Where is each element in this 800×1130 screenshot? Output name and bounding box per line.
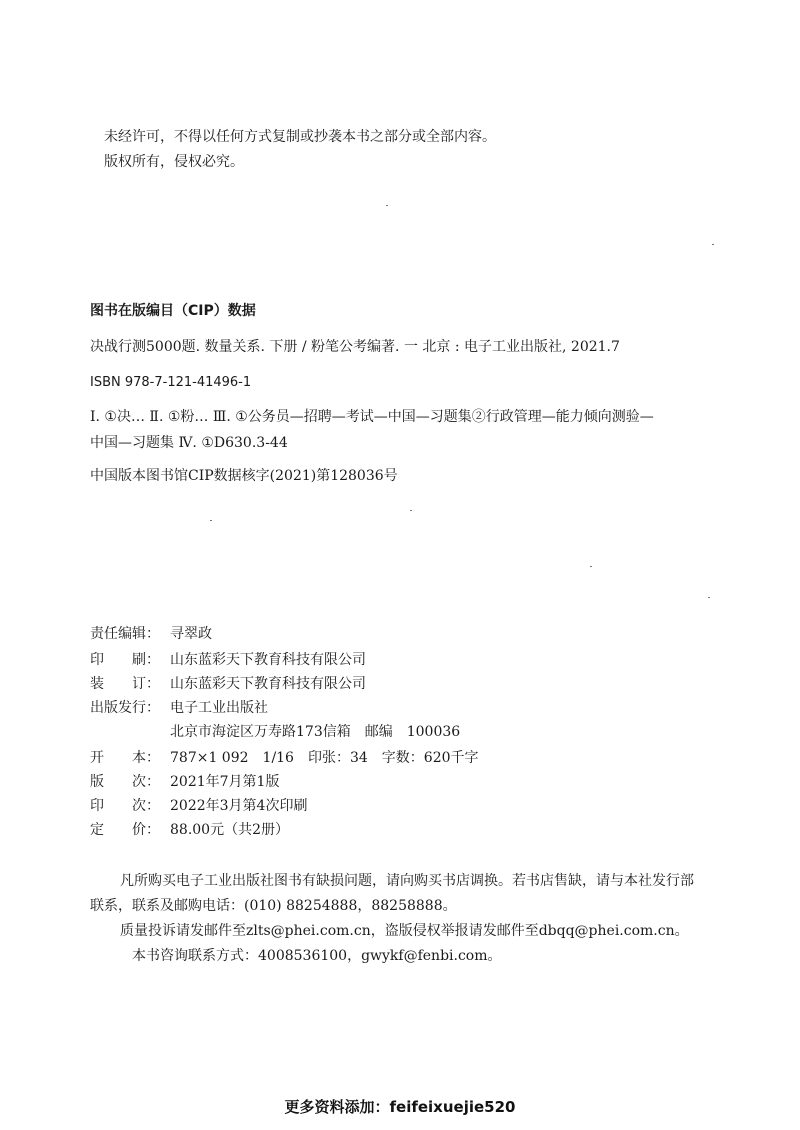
edition-row <box>90 773 279 791</box>
editor-value: 寻翠政 <box>170 626 212 642</box>
format-label: 开 本： <box>90 750 160 766</box>
printer-row <box>90 651 366 669</box>
printing-value: 2022年3月第4次印刷 <box>170 798 308 814</box>
cip-isbn: ISBN 978-7-121-41496-1 <box>90 375 252 390</box>
copyright-line-2: 版权所有，侵权必究。 <box>104 154 244 170</box>
cip-classification-line-1: Ⅰ. ①决… Ⅱ. ①粉… Ⅲ. ①公务员—招聘—考试—中国—习题集②行政管理—能力倾向测验— <box>90 409 654 425</box>
editor-label: 责任编辑： <box>90 626 160 642</box>
publisher-value: 电子工业出版社 <box>170 700 268 716</box>
binding-label: 装 订： <box>90 676 160 692</box>
printer-label: 印 刷： <box>90 652 160 668</box>
cip-heading: 图书在版编目（CIP）数据 <box>90 303 256 319</box>
scan-speck <box>410 510 412 511</box>
price-label: 定 价： <box>90 822 160 838</box>
edition-label: 版 次： <box>90 774 160 790</box>
scan-speck <box>386 205 388 206</box>
publisher-address-text: 北京市海淀区万寿路173信箱 邮编 100036 <box>170 724 461 740</box>
publisher-address <box>170 723 460 741</box>
notice-line-3: 质量投诉请发邮件至zlts@phei.com.cn，盗版侵权举报请发邮件至dbqq@phei.com.cn。 <box>120 923 689 939</box>
editor-row <box>90 625 212 643</box>
format-value: 787×1 092 1/16 印张：34 字数：620千字 <box>170 750 479 766</box>
publisher-label: 出版发行： <box>90 700 160 716</box>
scan-speck <box>712 244 714 245</box>
printer-value: 山东蓝彩天下教育科技有限公司 <box>170 652 366 668</box>
notice-line-4: 本书咨询联系方式：4008536100，gwykf@fenbi.com。 <box>132 948 502 964</box>
binding-row <box>90 675 366 693</box>
price-row <box>90 821 289 839</box>
edition-value: 2021年7月第1版 <box>170 774 280 790</box>
notice-line-2: 联系，联系及邮购电话：(010) 88254888，88258888。 <box>90 898 457 914</box>
cip-title-line: 决战行测5000题. 数量关系. 下册 / 粉笔公考编著. 一 北京 : 电子工业出版社, 2021.7 <box>90 339 620 355</box>
copyright-line-1: 未经许可，不得以任何方式复制或抄袭本书之部分或全部内容。 <box>104 129 496 145</box>
notice-line-1: 凡所购买电子工业出版社图书有缺损问题，请向购买书店调换。若书店售缺，请与本社发行部 <box>120 873 694 889</box>
cip-classification-line-2: 中国—习题集 Ⅳ. ①D630.3-44 <box>90 435 288 451</box>
publisher-row <box>90 699 268 717</box>
binding-value: 山东蓝彩天下教育科技有限公司 <box>170 676 366 692</box>
printing-label: 印 次： <box>90 798 160 814</box>
price-value: 88.00元（共2册） <box>170 822 289 838</box>
printing-row <box>90 797 307 815</box>
scan-speck <box>210 520 212 521</box>
cip-number: 中国版本图书馆CIP数据核字(2021)第128036号 <box>90 468 398 484</box>
format-row <box>90 749 479 767</box>
scan-speck <box>708 597 710 598</box>
footer-contact: 更多资料添加：feifeixuejie520 <box>284 1098 516 1116</box>
scan-speck <box>590 566 592 567</box>
